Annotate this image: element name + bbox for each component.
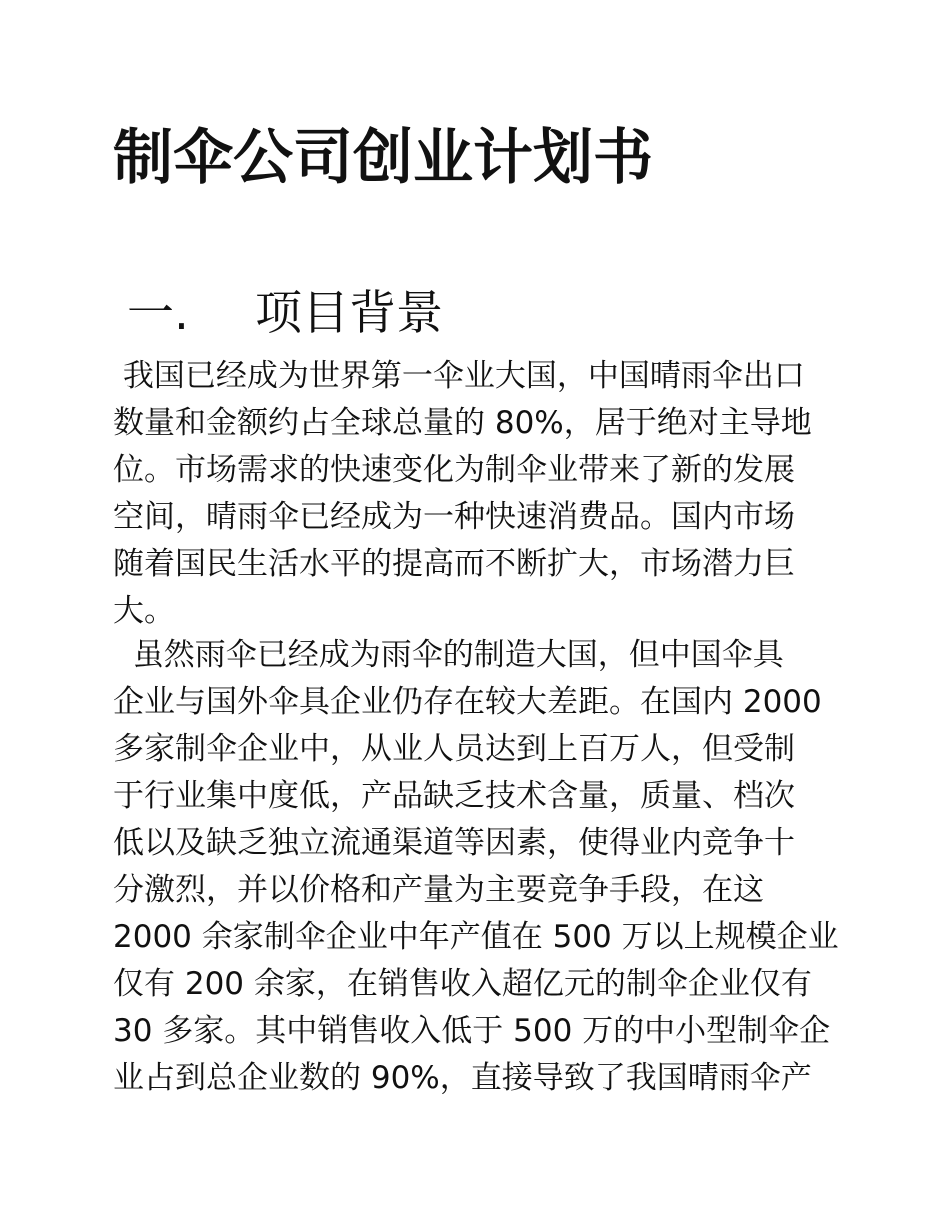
paragraph-2 <box>113 632 853 1102</box>
paragraph-line: 低以及缺乏独立流通渠道等因素，使得业内竞争十 <box>113 825 795 861</box>
paragraph-line: 位。市场需求的快速变化为制伞业带来了新的发展 <box>113 452 795 488</box>
section-title: 项目背景 <box>255 286 443 341</box>
paragraph-line: 业占到总企业数的 90%，直接导致了我国晴雨伞产 <box>113 1060 812 1096</box>
paragraph-line: 分激烈，并以价格和产量为主要竞争手段，在这 <box>113 872 764 908</box>
paragraph-line: 于行业集中度低，产品缺乏技术含量，质量、档次 <box>113 778 795 814</box>
paragraph-line: 空间，晴雨伞已经成为一种快速消费品。国内市场 <box>113 499 795 535</box>
paragraph-line: 企业与国外伞具企业仍存在较大差距。在国内 2000 <box>113 684 822 720</box>
paragraph-line: 2000 余家制伞企业中年产值在 500 万以上规模企业 <box>113 919 839 955</box>
paragraph-1 <box>113 353 853 635</box>
paragraph-line: 虽然雨伞已经成为雨伞的制造大国，但中国伞具 <box>113 637 784 673</box>
paragraph-line: 数量和金额约占全球总量的 80%，居于绝对主导地 <box>113 405 812 441</box>
paragraph-line: 30 多家。其中销售收入低于 500 万的中小型制伞企 <box>113 1013 831 1049</box>
section-number: 一. <box>127 286 189 341</box>
document-title: 制伞公司创业计划书 <box>113 123 653 193</box>
paragraph-line: 大。 <box>113 593 175 629</box>
paragraph-line: 随着国民生活水平的提高而不断扩大，市场潜力巨 <box>113 546 795 582</box>
paragraph-line: 我国已经成为世界第一伞业大国，中国晴雨伞出口 <box>113 358 805 394</box>
paragraph-line: 多家制伞企业中，从业人员达到上百万人，但受制 <box>113 731 795 767</box>
section-heading <box>127 284 443 344</box>
paragraph-line: 仅有 200 余家，在销售收入超亿元的制伞企业仅有 <box>113 966 812 1002</box>
